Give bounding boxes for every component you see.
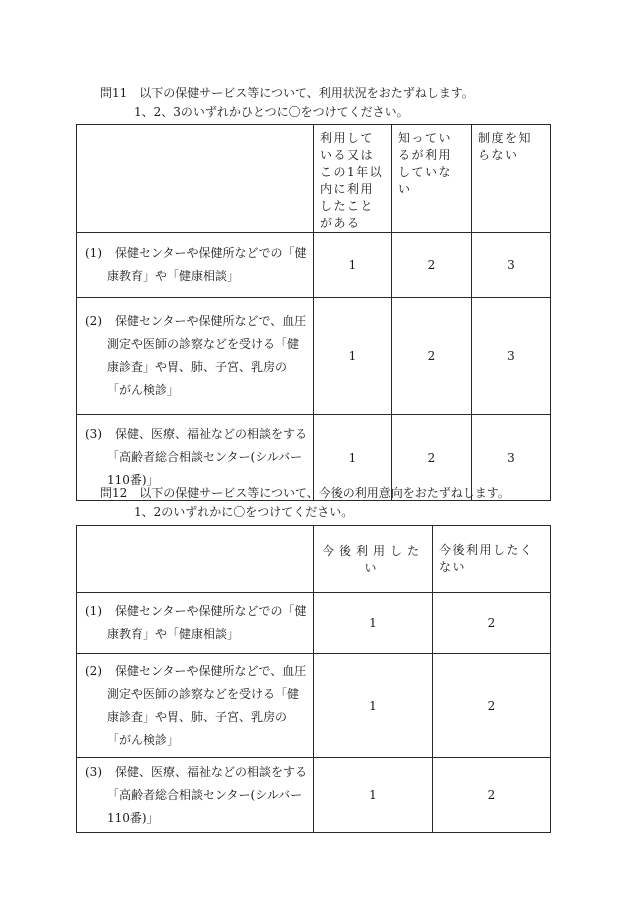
row-number: (3) [85,427,102,441]
item-text-line1: 保健センターや保健所などで、血圧 [115,663,307,678]
item-text-line1: 保健センターや保健所などでの「健 [115,246,307,260]
q11-header-row [77,125,551,233]
row-number: (2) [85,663,102,678]
q11-row1-item [77,233,314,298]
q11-row3-choice-3[interactable]: 3 [472,415,551,501]
q11-row2-choice-1[interactable]: 1 [314,298,392,415]
row-number: (3) [85,764,102,779]
row-number: (1) [85,246,102,260]
q12-header-wont-use: 今後利用したくない [433,526,551,593]
q12-row1-choice-1[interactable]: 1 [314,593,433,654]
q12-row3-choice-2[interactable]: 2 [433,758,551,833]
q11-row1-choice-3[interactable]: 3 [472,233,551,298]
q11-title: 問11 以下の保健サービス等について、利用状況をおたずねします。 [100,86,474,100]
table-row [77,758,551,833]
q11-row2-choice-3[interactable]: 3 [472,298,551,415]
q11-row3-choice-2[interactable]: 2 [392,415,472,501]
q12-header-blank [77,526,314,593]
item-text-line1: 保健、医療、福祉などの相談をする [115,427,308,441]
q12-row1-item [77,593,314,654]
q11-header-known: 知っているが利用していない [392,125,472,233]
q11-row2-item [77,298,314,415]
q11-header-unknown: 制度を知らない [472,125,551,233]
q11-row1-choice-1[interactable]: 1 [314,233,392,298]
table-row [77,298,551,415]
row-number: (2) [85,314,102,328]
q12-table [76,525,551,833]
item-text-rest: 康教育」や「健康相談」 [107,269,240,283]
q11-instruction: 1、2、3のいずれかひとつに〇をつけてください。 [134,105,409,119]
q12-row1-choice-2[interactable]: 2 [433,593,551,654]
table-row [77,593,551,654]
item-text-line1: 保健、医療、福祉などの相談をする [115,764,308,779]
q11-table [76,124,551,501]
q12-header-row [77,526,551,593]
item-text-rest: 「高齢者総合相談センター(シルバー110番)」 [107,450,303,487]
q12-row2-choice-2[interactable]: 2 [433,654,551,758]
q11-header-used: 利用している又はこの1年以内に利用したことがある [314,125,392,233]
q11-heading [100,84,474,122]
row-number: (1) [85,604,102,618]
q11-row1-choice-2[interactable]: 2 [392,233,472,298]
item-text-line1: 保健センターや保健所などでの「健 [115,604,307,618]
q12-row3-choice-1[interactable]: 1 [314,758,433,833]
q12-instruction: 1、2のいずれかに〇をつけてください。 [134,505,354,519]
table-row [77,654,551,758]
item-text-rest: 「高齢者総合相談センター(シルバー110番)」 [107,787,303,825]
q11-row2-choice-2[interactable]: 2 [392,298,472,415]
q12-row2-choice-1[interactable]: 1 [314,654,433,758]
item-text-rest: 測定や医師の診察などを受ける「健康診査」や胃、肺、子宮、乳房の「がん検診」 [107,686,300,747]
item-text-rest: 康教育」や「健康相談」 [107,627,240,641]
item-text-line1: 保健センターや保健所などで、血圧 [115,314,307,328]
q12-title: 問12 以下の保健サービス等について、今後の利用意向をおたずねします。 [100,486,510,500]
q12-header-will-use: 今後利用したい [314,526,433,593]
q11-header-blank [77,125,314,233]
q11-row3-choice-1[interactable]: 1 [314,415,392,501]
q12-heading [100,484,510,522]
item-text-rest: 測定や医師の診察などを受ける「健康診査」や胃、肺、子宮、乳房の「がん検診」 [107,337,300,397]
q12-row3-item [77,758,314,833]
table-row [77,233,551,298]
q12-row2-item [77,654,314,758]
